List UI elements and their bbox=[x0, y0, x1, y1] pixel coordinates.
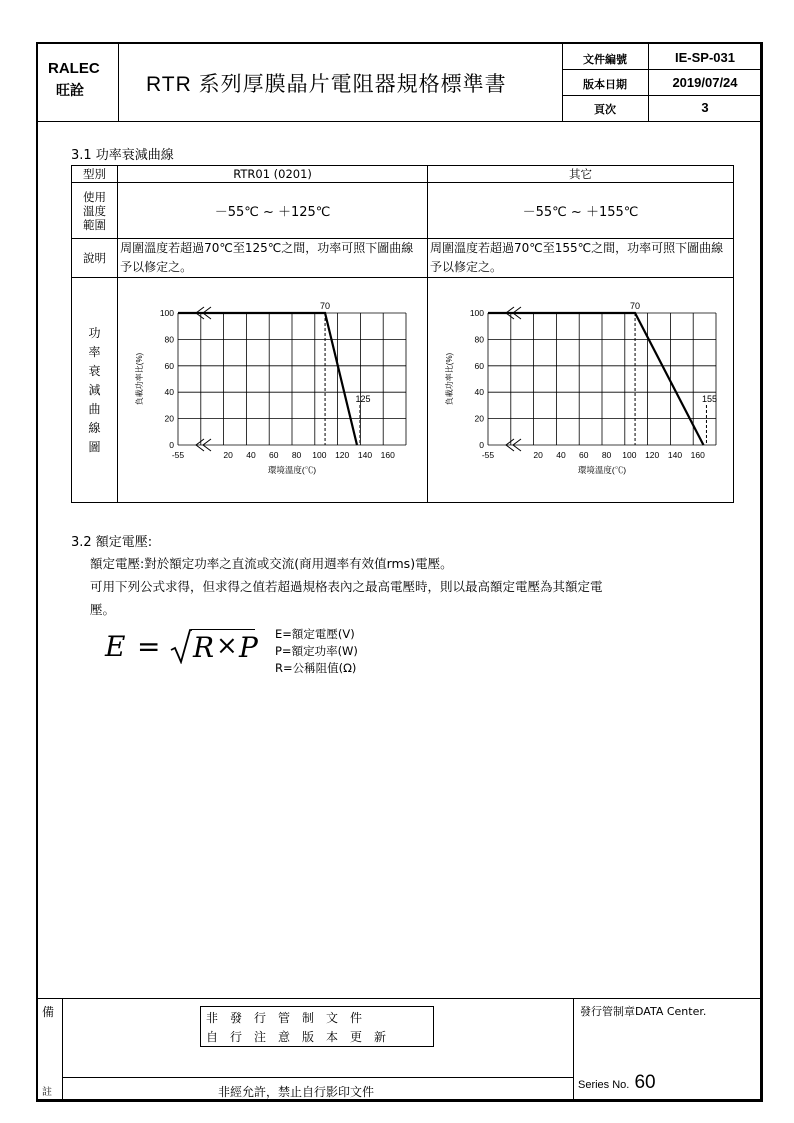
curve-label-char: 率 bbox=[88, 344, 101, 359]
page-label: 頁次 bbox=[594, 103, 616, 116]
y-tick-label: 60 bbox=[474, 360, 484, 371]
knee-temp-annotation: 70 bbox=[630, 301, 641, 311]
footer-divider-left bbox=[62, 998, 63, 1100]
y-tick-label: 40 bbox=[164, 387, 175, 398]
formula-equals: = bbox=[137, 630, 161, 663]
footer-inner-rule bbox=[62, 1077, 573, 1078]
end-temp-annotation: 155 bbox=[701, 394, 717, 404]
series-label: Series No. bbox=[578, 1079, 630, 1091]
formula-e: E bbox=[105, 630, 126, 663]
formula-legend bbox=[275, 626, 358, 677]
rated-voltage-note-line1: 可用下列公式求得，但求得之值若超過規格表內之最高電壓時，則以最高額定電壓為其額定電 bbox=[90, 579, 603, 594]
x-tick-label: 80 bbox=[601, 450, 612, 460]
sqrt-vinculum bbox=[191, 629, 255, 630]
chart-cell-rtr01 bbox=[118, 278, 428, 503]
x-tick-label: 20 bbox=[533, 450, 543, 460]
doc-no-label: 文件編號 bbox=[583, 53, 627, 66]
y-tick-label: 100 bbox=[469, 308, 484, 318]
type-others: 其它 bbox=[428, 166, 734, 183]
derating-chart-rtr01 bbox=[118, 278, 423, 499]
y-tick-label: 0 bbox=[479, 440, 484, 450]
temp-range-label bbox=[72, 183, 118, 239]
curve-label-char: 線 bbox=[88, 420, 101, 435]
header-info-rule-1 bbox=[562, 69, 762, 70]
temp-range-rtr01: －55℃ ~ ＋125℃ bbox=[118, 183, 428, 239]
x-tick-label: 140 bbox=[667, 450, 683, 460]
date-label: 版本日期 bbox=[583, 78, 627, 91]
non-controlled-doc-stamp bbox=[200, 1006, 434, 1047]
date-value: 2019/07/24 bbox=[672, 75, 738, 90]
temp-range-label-line: 溫度 bbox=[83, 203, 107, 218]
sqrt-radical-icon bbox=[170, 628, 192, 664]
stamp-line-1: 非 發 行 管 制 文 件 bbox=[206, 1011, 363, 1025]
brand-en: RALEC bbox=[48, 60, 100, 77]
doc-no-value: IE-SP-031 bbox=[675, 50, 735, 65]
section-3-1-heading: 3.1 功率衰減曲線 bbox=[71, 148, 174, 163]
x-tick-label: 40 bbox=[556, 450, 566, 460]
legend-e: E=額定電壓(V) bbox=[275, 627, 355, 641]
curve-label-char: 減 bbox=[88, 382, 101, 397]
temp-range-label-line: 使用 bbox=[83, 189, 107, 204]
y-tick-label: 0 bbox=[169, 440, 175, 450]
x-tick-label: 80 bbox=[291, 450, 302, 460]
brand-zh: 旺詮 bbox=[56, 83, 84, 99]
temp-range-others: －55℃ ~ ＋155℃ bbox=[428, 183, 734, 239]
section-3-2-heading: 3.2 額定電壓: bbox=[71, 535, 153, 550]
formula-times: × bbox=[216, 631, 238, 661]
description-others: 周圍溫度若超過70℃至155℃之間，功率可照下圖曲線予以修定之。 bbox=[428, 239, 734, 278]
series-value: 60 bbox=[634, 1072, 656, 1093]
derating-spec-table bbox=[71, 165, 734, 503]
footer-top-rule bbox=[37, 998, 762, 999]
remark-label-top: 備 bbox=[42, 1005, 55, 1019]
legend-p: P=額定功率(W) bbox=[275, 644, 358, 658]
header-divider-left bbox=[118, 43, 119, 121]
curve-label-char: 衰 bbox=[88, 363, 101, 378]
x-tick-label: -55 bbox=[171, 450, 185, 460]
x-tick-label: 60 bbox=[579, 450, 589, 460]
rated-voltage-definition: 額定電壓:對於額定功率之直流或交流(商用週率有效值rms)電壓。 bbox=[90, 556, 453, 571]
x-tick-label: 120 bbox=[335, 450, 350, 460]
y-tick-label: 100 bbox=[159, 308, 175, 318]
page-number: 3 bbox=[701, 100, 709, 115]
x-tick-label: 120 bbox=[645, 450, 660, 460]
derating-chart-others bbox=[428, 278, 733, 499]
stamp-line-2: 自 行 注 意 版 本 更 新 bbox=[206, 1030, 387, 1044]
x-tick-label: 60 bbox=[269, 450, 279, 460]
curve-label bbox=[72, 278, 118, 503]
description-label: 說明 bbox=[72, 239, 118, 278]
page-title: RTR 系列厚膜晶片電阻器規格標準書 bbox=[146, 73, 507, 96]
no-copy-warning: 非經允許，禁止自行影印文件 bbox=[218, 1085, 375, 1099]
y-axis-label: 負載功率比(%) bbox=[445, 352, 454, 406]
derating-curve-line bbox=[178, 313, 357, 445]
y-tick-label: 20 bbox=[164, 413, 175, 424]
x-axis-label: 環境溫度(℃) bbox=[268, 465, 317, 475]
formula-r: R bbox=[193, 631, 215, 664]
header-bottom-rule bbox=[37, 121, 762, 122]
curve-label-char: 圖 bbox=[88, 439, 101, 454]
series-number bbox=[578, 1072, 656, 1094]
rated-voltage-note-line2: 壓。 bbox=[90, 602, 116, 617]
knee-temp-annotation: 70 bbox=[320, 301, 331, 311]
description-rtr01: 周圍溫度若超過70℃至125℃之間，功率可照下圖曲線予以修定之。 bbox=[118, 239, 428, 278]
legend-r: R=公稱阻值(Ω) bbox=[275, 661, 357, 675]
remark-label-bottom: 註 bbox=[42, 1087, 52, 1098]
type-rtr01: RTR01 (0201) bbox=[118, 166, 428, 183]
curve-label-char: 功 bbox=[88, 325, 101, 340]
temp-range-label-line: 範圍 bbox=[83, 217, 107, 232]
x-tick-label: 100 bbox=[622, 450, 637, 460]
derating-curve-line bbox=[488, 313, 703, 445]
x-tick-label: 160 bbox=[690, 450, 705, 460]
x-tick-label: 140 bbox=[357, 450, 373, 460]
rated-voltage-formula bbox=[105, 626, 265, 666]
y-tick-label: 60 bbox=[164, 360, 175, 371]
curve-label-char: 曲 bbox=[88, 401, 101, 416]
y-tick-label: 20 bbox=[474, 413, 484, 424]
y-tick-label: 80 bbox=[474, 334, 484, 345]
x-tick-label: 20 bbox=[223, 450, 234, 460]
footer-divider-right bbox=[573, 998, 574, 1100]
x-tick-label: 100 bbox=[312, 450, 327, 460]
y-axis-label: 負載功率比(%) bbox=[135, 352, 145, 406]
x-tick-label: 160 bbox=[380, 450, 395, 460]
header-info-rule-2 bbox=[562, 95, 762, 96]
x-axis-label: 環境溫度(℃) bbox=[577, 465, 627, 475]
issue-control-stamp: 發行管制章DATA Center. bbox=[580, 1005, 707, 1018]
x-tick-label: -55 bbox=[481, 450, 495, 460]
chart-cell-others bbox=[428, 278, 734, 503]
y-tick-label: 80 bbox=[164, 334, 175, 345]
type-label: 型別 bbox=[72, 166, 118, 183]
x-tick-label: 40 bbox=[246, 450, 256, 460]
end-temp-annotation: 125 bbox=[355, 394, 371, 404]
y-tick-label: 40 bbox=[474, 387, 484, 398]
formula-p: P bbox=[239, 631, 258, 664]
